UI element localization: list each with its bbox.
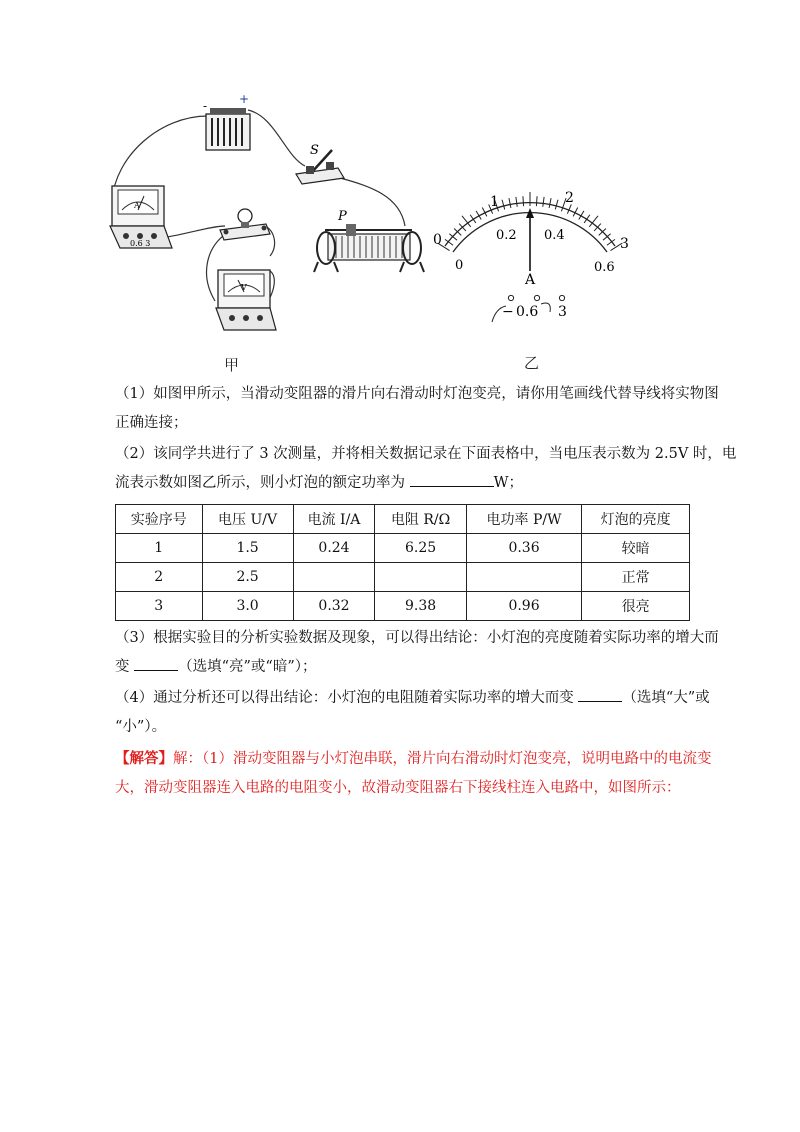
switch xyxy=(296,143,344,184)
dial-tick xyxy=(523,196,524,206)
bulb xyxy=(220,209,270,240)
table-cell: 3 xyxy=(116,592,203,621)
ammeter-dial xyxy=(433,190,629,322)
table-cell: 2.5 xyxy=(202,563,293,592)
question-3-line-1: （3）根据实验目的分析实验数据及现象，可以得出结论：小灯泡的亮度随着实际功率的增大而 xyxy=(115,630,719,646)
question-4-line-2: “小”）。 xyxy=(115,719,167,735)
voltmeter-face-label: V xyxy=(241,283,247,292)
dial-tick xyxy=(543,197,544,207)
circuit-figure xyxy=(100,86,660,376)
data-table xyxy=(115,504,690,621)
rheostat xyxy=(314,209,424,272)
table-cell: 正常 xyxy=(582,563,690,592)
answer-blank-brightness[interactable] xyxy=(134,656,178,671)
table-cell: 0.36 xyxy=(466,534,581,563)
dial-tick xyxy=(502,200,505,210)
question-2-line-2: 流表示数如图乙所示，则小灯泡的额定功率为 W； xyxy=(115,469,715,498)
answer-tag: 【解答】 xyxy=(115,750,173,767)
answer-line-1: 【解答】解：（1）滑动变阻器与小灯泡串联，滑片向右滑动时灯泡变亮，说明电路中的电流变 xyxy=(115,750,712,767)
ammeter-face-label: A xyxy=(134,201,140,210)
ammeter-terminal-text: 0.6 3 xyxy=(130,239,151,248)
question-2 xyxy=(115,440,737,498)
dial-upper-0: 0 xyxy=(433,232,442,248)
table-cell: 0.24 xyxy=(293,534,375,563)
battery-plus: + xyxy=(239,92,250,106)
table-header: 实验序号 xyxy=(116,505,203,534)
battery xyxy=(203,92,250,150)
dial-upper-1: 1 xyxy=(490,194,499,210)
figure-label-jia: 甲 xyxy=(224,356,240,374)
table-row xyxy=(116,592,690,621)
table-header: 电流 I/A xyxy=(293,505,375,534)
table-cell: 1.5 xyxy=(202,534,293,563)
terminal-mid: 0.6 xyxy=(516,304,539,320)
dial-lower-1: 0.2 xyxy=(496,228,517,243)
table-cell: 1 xyxy=(116,534,203,563)
dial-upper-2: 2 xyxy=(565,190,574,206)
table-cell: 0.96 xyxy=(466,592,581,621)
ammeter xyxy=(110,186,172,248)
circuit-diagram xyxy=(100,86,660,376)
table-cell: 9.38 xyxy=(375,592,467,621)
dial-unit: A xyxy=(525,272,536,288)
table-cell: 较暗 xyxy=(582,534,690,563)
answer-section xyxy=(115,744,715,803)
question-1-line-2: 正确连接； xyxy=(115,415,188,431)
question-3 xyxy=(115,624,719,682)
dial-upper-3: 3 xyxy=(620,236,629,252)
question-1 xyxy=(115,380,719,438)
switch-label: S xyxy=(310,143,319,158)
dial-lower-3: 0.6 xyxy=(594,260,615,275)
table-header: 电压 U/V xyxy=(202,505,293,534)
table-cell: 3.0 xyxy=(202,592,293,621)
table-cell: 6.25 xyxy=(375,534,467,563)
dial-tick xyxy=(536,196,537,206)
answer-blank-resistance[interactable] xyxy=(578,687,622,702)
question-2-line-1: （2）该同学共进行了 3 次测量，并将相关数据记录在下面表格中，当电压表示数为 2.5V 时，电 xyxy=(115,446,737,462)
terminal-minus: − xyxy=(502,304,514,320)
slider-label: P xyxy=(338,209,347,224)
voltmeter xyxy=(216,270,276,330)
answer-blank-power[interactable] xyxy=(410,472,494,487)
question-4-line-1: （4）通过分析还可以得出结论：小灯泡的电阻随着实际功率的增大而变 （选填“大”或 xyxy=(115,684,715,713)
table-cell xyxy=(375,563,467,592)
figure-label-yi: 乙 xyxy=(524,354,540,372)
battery-minus: - xyxy=(203,99,208,113)
terminal-high: 3 xyxy=(558,304,567,320)
table-header: 电阻 R/Ω xyxy=(375,505,467,534)
dial-lower-2: 0.4 xyxy=(544,228,565,243)
table-cell: 很亮 xyxy=(582,592,690,621)
question-3-line-2: 变 （选填“亮”或“暗”）； xyxy=(115,653,715,682)
table-row xyxy=(116,534,690,563)
dial-tick xyxy=(516,197,517,207)
table-cell: 0.32 xyxy=(293,592,375,621)
answer-line-2: 大，滑动变阻器连入电路的电阻变小，故滑动变阻器右下接线柱连入电路中，如图所示： xyxy=(115,780,681,796)
dial-tick xyxy=(509,198,511,208)
question-4 xyxy=(115,684,715,742)
table-cell xyxy=(293,563,375,592)
table-row xyxy=(116,563,690,592)
dial-tick xyxy=(555,200,558,210)
dial-tick xyxy=(549,198,551,208)
table-cell xyxy=(466,563,581,592)
dial-lower-0: 0 xyxy=(455,258,464,273)
table-cell: 2 xyxy=(116,563,203,592)
table-header: 电功率 P/W xyxy=(466,505,581,534)
question-1-line-1: （1）如图甲所示，当滑动变阻器的滑片向右滑动时灯泡变亮，请你用笔画线代替导线将实物图 xyxy=(115,386,719,402)
table-header: 灯泡的亮度 xyxy=(582,505,690,534)
table-header-row xyxy=(116,505,690,534)
